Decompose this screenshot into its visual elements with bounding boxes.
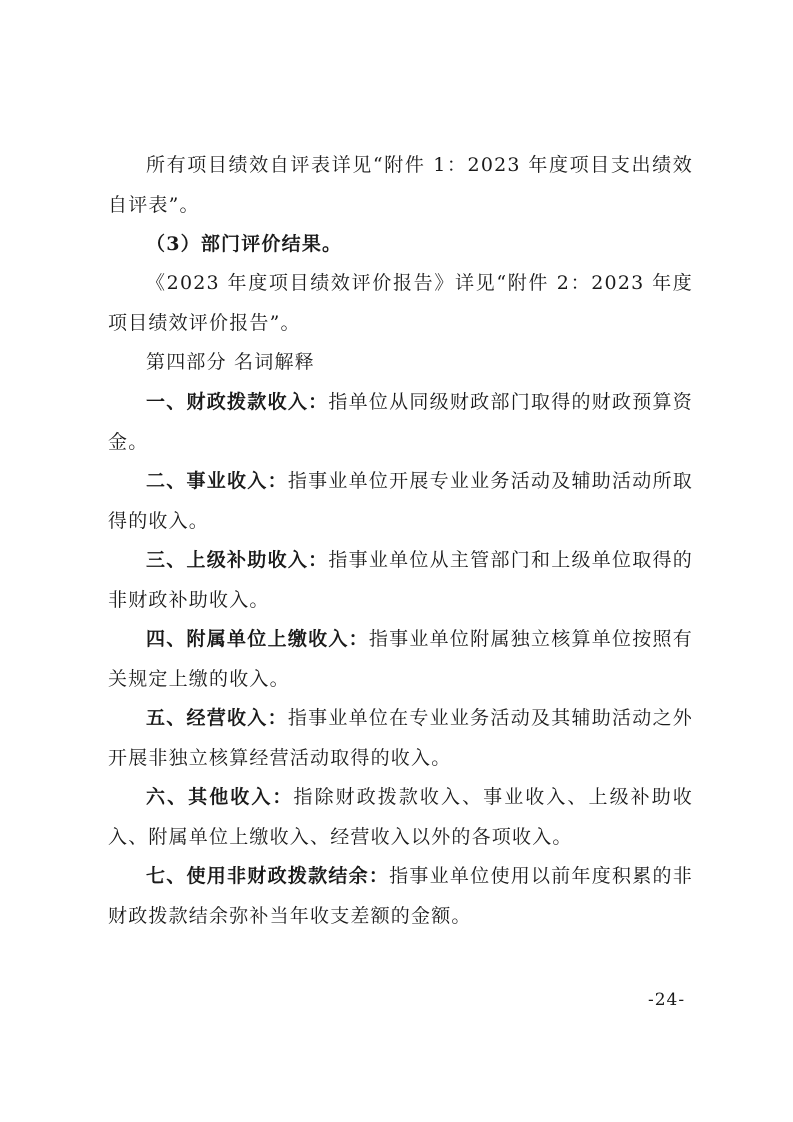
section-3-paragraph: 《2023 年度项目绩效评价报告》详见“附件 2：2023 年度项目绩效评价报告”。 (108, 272, 693, 334)
definition-term: 三、上级补助收入： (146, 549, 329, 571)
definition-text: 指事业单位使用以前年度积累的非财政拨款结余弥补当年收支差额的金额。 (108, 865, 693, 927)
definition-2 (108, 461, 693, 541)
part-four-heading: 第四部分 名词解释 (146, 351, 315, 373)
definition-term: 五、经营收入： (146, 707, 288, 729)
definition-3 (108, 540, 693, 620)
section-3-heading: （3）部门评价结果。 (146, 233, 343, 255)
definition-text: 指事业单位在专业业务活动及其辅助活动之外开展非独立核算经营活动取得的收入。 (108, 707, 693, 769)
definition-term: 六、其他收入： (146, 786, 294, 808)
page-number: -24- (648, 990, 686, 1010)
definition-text: 指事业单位附属独立核算单位按照有关规定上缴的收入。 (108, 628, 693, 690)
definition-term: 四、附属单位上缴收入： (146, 628, 369, 650)
definition-text: 指单位从同级财政部门取得的财政预算资金。 (108, 391, 693, 453)
definition-5 (108, 698, 693, 778)
definition-text: 指除财政拨款收入、事业收入、上级补助收入、附属单位上缴收入、经营收入以外的各项收入。 (108, 786, 693, 848)
definition-term: 七、使用非财政拨款结余： (146, 865, 390, 887)
definition-term: 一、财政拨款收入： (146, 391, 329, 413)
definition-text: 指事业单位开展专业业务活动及辅助活动所取得的收入。 (108, 470, 693, 532)
definition-4 (108, 619, 693, 699)
intro-paragraph: 所有项目绩效自评表详见“附件 1：2023 年度项目支出绩效自评表”。 (108, 154, 693, 216)
definition-text: 指事业单位从主管部门和上级单位取得的非财政补助收入。 (108, 549, 693, 611)
definition-term: 二、事业收入： (146, 470, 288, 492)
definition-7 (108, 856, 693, 936)
definition-6 (108, 777, 693, 857)
definition-1 (108, 382, 693, 462)
